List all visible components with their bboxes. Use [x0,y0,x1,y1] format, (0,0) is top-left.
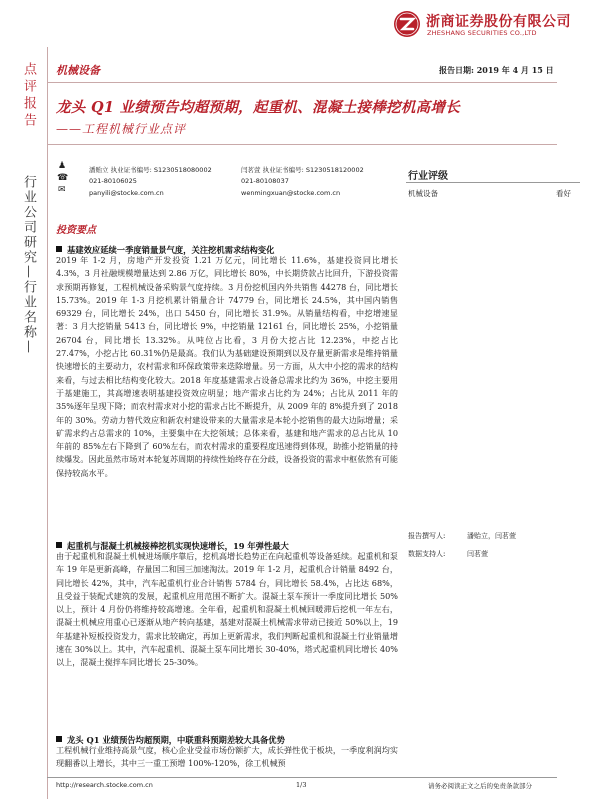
writers-names: 潘贻立，闫茗萱 [467,532,516,540]
writers-label: 报告撰写人: [408,532,446,540]
bullet-square-icon [56,246,62,252]
bullet-square-icon [56,542,62,548]
analyst-block [56,152,416,212]
header-rule [47,82,557,83]
person-icon: ♟ [58,161,67,171]
title-rule [47,144,557,145]
paragraph-3: 工程机械行业维持高景气度，核心企业受益市场份额扩大，成长弹性优于板块，一季度利润均实现翻番以上增长，其中三一重工预增 100%-120%，徐工机械预 [56,745,398,769]
side-divider [47,47,48,799]
rating-title: 行业评级 [408,171,448,182]
report-desc-label: 行业公司研究—行业名称— [21,175,36,355]
analyst-1-tel: 021-80106025 [89,177,137,185]
rating-sector: 机械设备 [408,189,438,198]
data-support-name: 闫茗萱 [467,550,488,558]
bullet-square-icon [56,736,62,742]
heading-1: 基建效应延续一季度销量景气度，关注挖机需求结构变化 [56,238,398,257]
analyst-1-name: 潘贻立 执业证书编号: S1230518080002 [89,166,212,174]
email-icon: ✉ [58,185,66,195]
data-support-label: 数据支持人: [408,550,446,558]
footer-url[interactable]: http://research.stocke.com.cn [56,781,153,789]
paragraph-2: 由于起重机和混凝土机械进场顺序靠后，挖机高增长趋势正在向起重机等设备延续。起重机和泵车 19 年是更新高峰，存量国二和国三加速淘汰。2019 年 1-2 月，起重机合计销量 8492 台，同比增长 42%，其中，汽车起重机行业合计销售 5784 台，同比增长 58.4%，占比达 68%，且受益于装配式建筑的发展，起重机应用范围不断扩大。混凝土泵车预计一季度同比增长 50%以上，预计 4 月份仍将维持较高增速。全年看，起重机和混凝土机械回暖滞后挖机一年左右，混凝土机械应用重心已逐渐从地产转向基建，基建对混凝土机械需求带动已接近 50%以上，19 年基建补短板投资发力，需求比较确定，再加上更新需求，我们判断起重机和混凝土行业销量增速在 30%以上。其中，汽车起重机、混凝土泵车同比增长 30-40%，塔式起重机同比增长 40%以上，混凝土搅拌车同比增长 25-30%。 [56,551,398,668]
company-name-en: ZHESHANG SECURITIES CO.,LTD [427,29,537,37]
analyst-2-tel: 021-80108037 [241,177,289,185]
analyst-2-name: 闫茗萱 执业证书编号: S1230518120002 [241,166,364,174]
analyst-1-email[interactable]: panyili@stocke.com.cn [89,189,164,197]
page-number: 1/3 [296,781,307,789]
footer-rule [47,777,557,778]
report-date: 报告日期: 2019 年 4 月 15 日 [439,65,554,75]
paragraph-1: 2019 年 1-2 月，房地产开发投资 1.21 万亿元，同比增长 11.6%，基建投资同比增长 4.3%，3 月社融规模增量达到 2.86 万亿，同比增长 80%，中长期贷款占比回升，下游投资需求预期再修复，工程机械设备采购景气度持续。3 月份挖机国内外共销售 44278 台，同比增长 15.73%。2019 年 1-3 月挖机累计销量合计 74779 台，同比增长 24.5%，其中国内销售 69329 台，同比增长 24%，出口 5450 台，同比增长 31.9%。从销量结构看，中挖增速显著：3 月大挖销量 5413 台，同比增长 9%，中挖销量 12161 台，同比增长 25%，小挖销量 26704 台，同比增长 13.32%。从吨位占比看，3 月份大挖占比 12.23%，中挖占比 27.47%，小挖占比 60.31%仍是最高。我们认为基础建设预期到以及存量更新需求是维持销量快速增长的主要动力，农村需求和环保政策带来迭除增量。另一方面，从大中小挖的需求的结构来看，与过去相比结构变化较大。2018 年度基建需求占设备总需求比约为 36%，中挖主要用于基建施工，其高增速表明基建投资效应明显；地产需求占比约为 24%；占比从 2011 年的 35%逐年呈现下降；而农村需求对小挖的需求占比不断提升，从 2009 年的 8%提升到了 2018 年的 30%。劳动力替代效应和新农村建设带来的大量需求是本轮小挖销售的最大边际增量；采矿需求约占总需求的 10%，主要集中在大挖领域；总体来看，基建和地产需求的总占比从 10 年前的 85%左右下降到了 60%左右，而农村需求的重要程度迅速得到体现，助推小挖销量的持续爆发。因此虽然市场对本轮复苏周期的持续性始终存在分歧，设备投资的需求中枢依然有可能保持较高水平。 [56,255,398,478]
report-title: 龙头 Q1 业绩预告均超预期，起重机、混凝土接棒挖机高增长 [56,99,461,116]
company-name-cn: 浙商证券股份有限公司 [426,14,571,30]
category-label: 机械设备 [56,64,100,77]
company-logo-icon [393,10,421,38]
heading-3: 龙头 Q1 业绩预告均超预期，中联重科预期差较大具备优势 [56,728,398,747]
phone-icon: ☎ [57,173,69,183]
report-subtitle: ——工程机械行业点评 [56,122,187,136]
analyst-2-email[interactable]: wenmingxuan@stocke.com.cn [241,189,341,197]
rating-rule [406,182,580,183]
report-type-label: 点评报告 [21,62,36,130]
section-title: 投资要点 [56,225,96,236]
rating-value: 看好 [556,189,571,198]
disclaimer-note: 请务必阅读正文之后的免责条款部分 [428,782,532,790]
heading-2: 起重机与混凝土机械接棒挖机实现快速增长，19 年弹性最大 [56,534,398,553]
